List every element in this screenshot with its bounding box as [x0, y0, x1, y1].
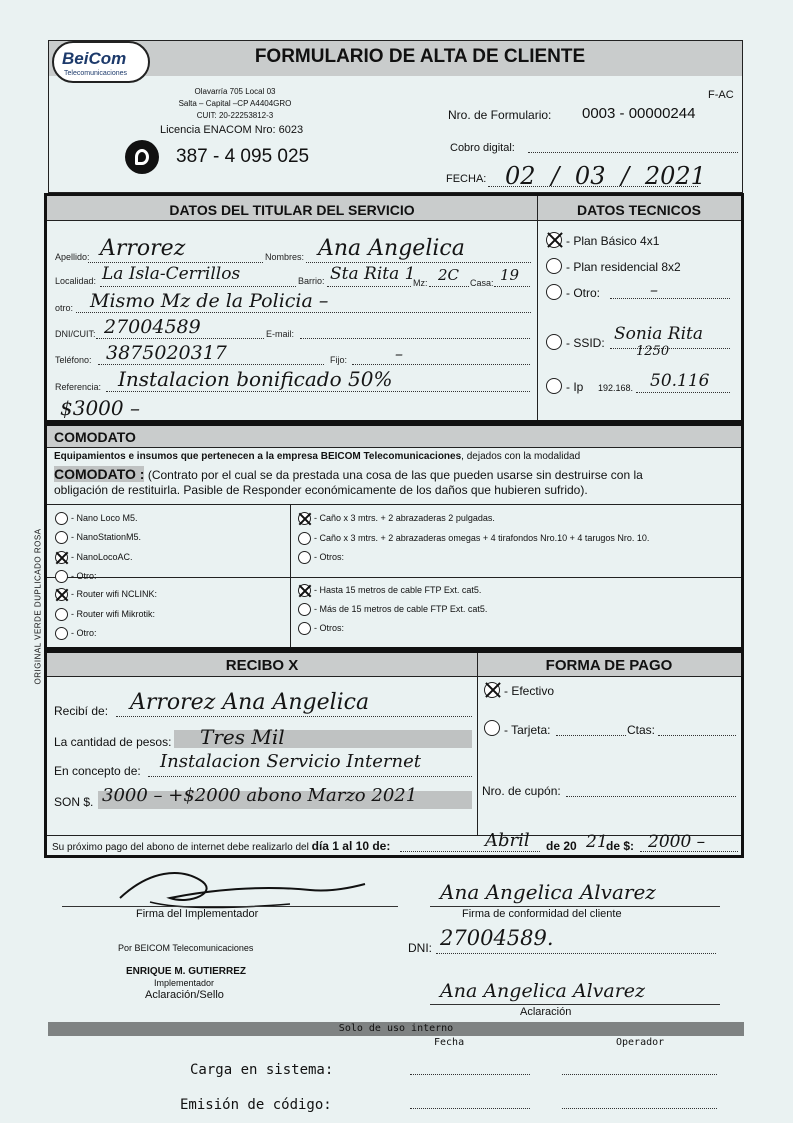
- son-label: SON $.: [54, 795, 94, 809]
- telefono-label: Teléfono:: [55, 355, 92, 365]
- form-code: F-AC: [708, 89, 734, 101]
- recibo-title: RECIBO X: [225, 657, 299, 674]
- tecnico-otro-radio[interactable]: [546, 284, 562, 300]
- stamp-line-1: Por BEICOM Telecomunicaciones: [118, 943, 254, 953]
- comodato-intro: Equipamientos e insumos que pertenecen a la empresa BEICOM Telecomunicaciones: [54, 451, 462, 462]
- otro-label: otro:: [55, 303, 74, 313]
- aclaracion-firma: Ana Angelica Alvarez: [440, 980, 646, 1002]
- tarjeta-label: - Tarjeta:: [504, 723, 551, 737]
- dni-firma-value: 27004589.: [440, 926, 554, 950]
- barrio-value: Sta Rita 1: [330, 264, 416, 284]
- comodato-left-item-radio-4[interactable]: [55, 588, 68, 601]
- concepto-label: En concepto de:: [54, 764, 141, 778]
- tecnico-otro-label: - Otro:: [566, 286, 601, 300]
- referencia-value: Instalacion bonificado 50%: [118, 367, 393, 391]
- ssid-radio[interactable]: [546, 334, 562, 350]
- comodato-right-item-radio-4[interactable]: [298, 603, 311, 616]
- ssid-value: Sonia Rita: [614, 324, 704, 344]
- ip-label: - Ip: [566, 380, 584, 394]
- plan-basico-radio[interactable]: [546, 232, 562, 248]
- aclaracion-label: Aclaración: [520, 1006, 572, 1018]
- firma-implementador-label: Firma del Implementador: [136, 908, 259, 920]
- fecha-year: 2021: [644, 162, 706, 190]
- licencia: Licencia ENACOM Nro: 6023: [160, 124, 304, 136]
- de-20-label: de 20: [546, 839, 577, 853]
- apellido-value: Arrorez: [100, 236, 186, 261]
- plan-basico-label: - Plan Básico 4x1: [566, 234, 660, 248]
- efectivo-radio[interactable]: [484, 682, 500, 698]
- de-pesos-label: de $:: [606, 839, 635, 853]
- telefono-value: 3875020317: [106, 342, 227, 364]
- ssid-value-2: 1250: [636, 344, 670, 359]
- localidad-value: La Isla-Cerrillos: [102, 264, 241, 284]
- comodato-right-item-label-3: - Hasta 15 metros de cable FTP Ext. cat5.: [314, 585, 482, 595]
- cliente-firma: Ana Angelica Alvarez: [440, 880, 656, 904]
- plan-residencial-label: - Plan residencial 8x2: [566, 260, 681, 274]
- comodato-right-item-radio-3[interactable]: [298, 584, 311, 597]
- dni-value: 27004589: [104, 316, 201, 338]
- comodato-left-item-radio-5[interactable]: [55, 608, 68, 621]
- interno-operador: Operador: [616, 1037, 665, 1048]
- comodato-left-item-radio-3[interactable]: [55, 570, 68, 583]
- son-value: 3000 – +$2000 abono Marzo 2021: [102, 785, 418, 806]
- proximo-monto: 2000 –: [648, 832, 706, 852]
- ip-suffix: 50.116: [650, 371, 710, 391]
- address-line-1: Olavarría 705 Local 03: [194, 87, 276, 96]
- cantidad-value: Tres Mil: [200, 725, 285, 749]
- casa-label: Casa:: [470, 278, 494, 288]
- proximo-mes: Abril: [485, 830, 530, 851]
- comodato-right-item-label-2: - Otros:: [314, 552, 345, 562]
- proximo-label-b: día 1 al 10 de:: [311, 839, 391, 853]
- fecha-label: FECHA:: [446, 173, 487, 185]
- mz-label: Mz:: [413, 278, 428, 288]
- comodato-right-item-label-4: - Más de 15 metros de cable FTP Ext. cat5.: [314, 604, 488, 614]
- side-text: ORIGINAL VERDE DUPLICADO ROSA: [33, 528, 43, 685]
- mz-value: 2C: [438, 266, 460, 284]
- titular-title: DATOS DEL TITULAR DEL SERVICIO: [169, 202, 415, 218]
- ctas-label: Ctas:: [627, 723, 656, 737]
- barrio-label: Barrio:: [298, 276, 325, 286]
- comodato-left-item-label-5: - Router wifi Mikrotik:: [71, 609, 156, 619]
- referencia-label: Referencia:: [55, 382, 102, 392]
- comodato-right-item-label-0: - Caño x 3 mtrs. + 2 abrazaderas 2 pulgadas.: [314, 513, 495, 523]
- dni-firma-label: DNI:: [408, 941, 432, 955]
- monto-value: $3000 –: [60, 396, 140, 420]
- fijo-value: –: [395, 344, 403, 363]
- whatsapp-icon: [125, 140, 159, 174]
- comodato-intro-b: , dejados con la modalidad: [461, 451, 581, 462]
- casa-value: 19: [500, 266, 520, 284]
- plan-residencial-radio[interactable]: [546, 258, 562, 274]
- cantidad-label: La cantidad de pesos:: [54, 735, 172, 749]
- comodato-right-item-radio-5[interactable]: [298, 622, 311, 635]
- carga-label: Carga en sistema:: [190, 1062, 334, 1078]
- ssid-label: - SSID:: [566, 336, 605, 350]
- emision-label: Emisión de código:: [180, 1097, 332, 1113]
- comodato-right-item-label-1: - Caño x 3 mtrs. + 2 abrazaderas omegas + 4 tirafondos Nro.10 + 4 tarugos Nro. 10.: [314, 533, 650, 543]
- logo-sub: Telecomunicaciones: [64, 70, 128, 77]
- comodato-right-item-label-5: - Otros:: [314, 623, 345, 633]
- comodato-desc-1: (Contrato por el cual se da prestada una cosa de las que pueden usarse sin destruirse con la: [144, 468, 643, 482]
- phone-number: 387 - 4 095 025: [176, 146, 310, 167]
- interno-title: Solo de uso interno: [338, 1023, 454, 1034]
- comodato-right-item-radio-1[interactable]: [298, 532, 311, 545]
- comodato-desc-2: obligación de restituirla. Pasible de Responder económicamente de los daños que hubieren sufrido).: [54, 483, 588, 497]
- proximo-label: Su próximo pago del abono de internet debe realizarlo del: [52, 842, 309, 853]
- form-number-label: Nro. de Formulario:: [448, 108, 552, 122]
- ip-radio[interactable]: [546, 378, 562, 394]
- interno-fecha: Fecha: [434, 1037, 465, 1048]
- comodato-left-item-radio-1[interactable]: [55, 531, 68, 544]
- cuit: CUIT: 20-22253812-3: [196, 111, 274, 120]
- comodato-word: COMODATO :: [54, 466, 145, 482]
- localidad-label: Localidad:: [55, 276, 97, 286]
- apellido-label: Apellido:: [55, 252, 90, 262]
- fijo-label: Fijo:: [330, 355, 348, 365]
- comodato-title: COMODATO: [54, 429, 136, 445]
- fecha-month: 03: [574, 162, 606, 190]
- stamp-line-2: ENRIQUE M. GUTIERREZ: [126, 966, 247, 977]
- tarjeta-radio[interactable]: [484, 720, 500, 736]
- address-line-2: Salta – Capital –CP A4404GRO: [178, 99, 292, 108]
- comodato-right-item-radio-0[interactable]: [298, 512, 311, 525]
- page-title: FORMULARIO DE ALTA DE CLIENTE: [254, 46, 586, 67]
- comodato-left-item-label-6: - Otro:: [71, 628, 97, 638]
- email-label: E-mail:: [266, 329, 295, 339]
- recibi-value: Arrorez Ana Angelica: [130, 690, 370, 715]
- cobro-digital-label: Cobro digital:: [450, 142, 515, 154]
- nombres-label: Nombres:: [265, 252, 305, 262]
- cupon-label: Nro. de cupón:: [482, 784, 561, 798]
- firma-conformidad-label: Firma de conformidad del cliente: [462, 908, 622, 920]
- nombres-value: Ana Angelica: [318, 236, 465, 261]
- concepto-value: Instalacion Servicio Internet: [160, 751, 421, 772]
- otro-value: Mismo Mz de la Policia –: [90, 290, 329, 312]
- comodato-left-item-label-3: - Otro:: [71, 571, 97, 581]
- comodato-left-item-label-4: - Router wifi NCLINK:: [71, 589, 158, 599]
- comodato-left-item-radio-6[interactable]: [55, 627, 68, 640]
- form-number: 0003 - 00000244: [582, 105, 696, 122]
- tecnicos-title: DATOS TECNICOS: [577, 202, 701, 218]
- comodato-left-item-label-1: - NanoStationM5.: [71, 532, 142, 542]
- dni-label: DNI/CUIT:: [55, 329, 96, 339]
- pago-title: FORMA DE PAGO: [545, 657, 673, 674]
- comodato-left-item-radio-0[interactable]: [55, 512, 68, 525]
- comodato-left-item-label-0: - Nano Loco M5.: [71, 513, 138, 523]
- recibi-label: Recibí de:: [54, 704, 109, 718]
- stamp-line-3: Implementador: [154, 978, 215, 988]
- proximo-anio: 21: [586, 832, 608, 852]
- comodato-left-item-label-2: - NanoLocoAC.: [71, 552, 133, 562]
- logo: [52, 41, 150, 83]
- ip-prefix: 192.168.: [598, 383, 634, 393]
- tecnico-otro-value: –: [650, 280, 658, 299]
- comodato-right-item-radio-2[interactable]: [298, 551, 311, 564]
- efectivo-label: - Efectivo: [504, 684, 555, 698]
- fecha-day: 02: [505, 162, 536, 190]
- comodato-left-item-radio-2[interactable]: [55, 551, 68, 564]
- aclaracion-sello-label: Aclaración/Sello: [145, 989, 224, 1001]
- logo-text: BeiCom: [62, 49, 127, 68]
